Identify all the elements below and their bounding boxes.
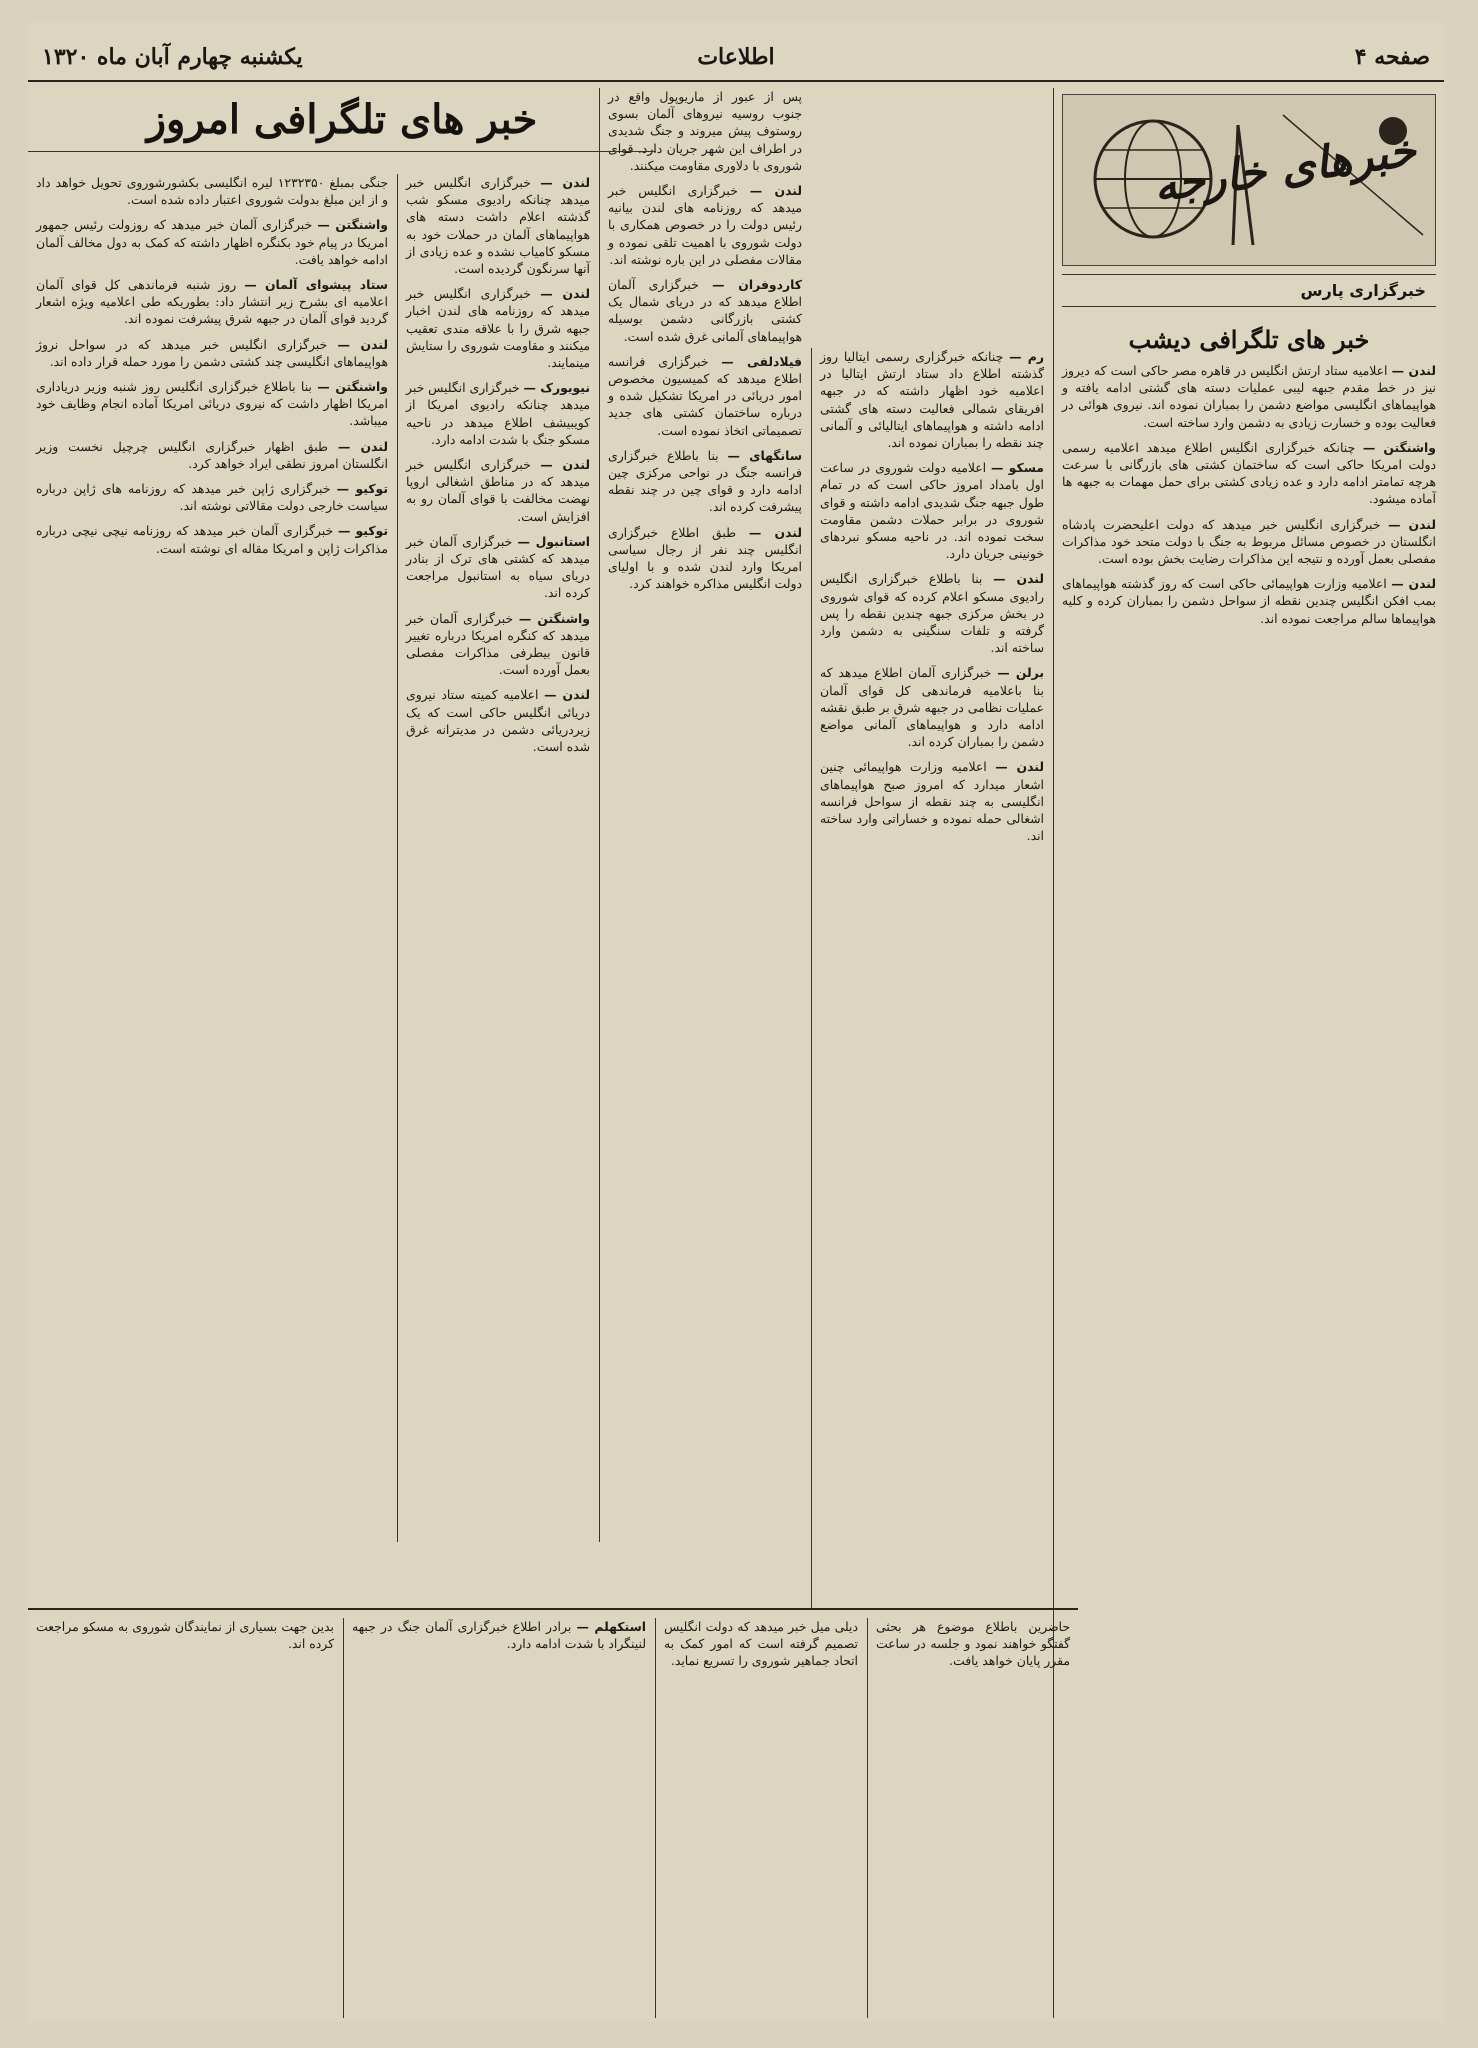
bottom-columns	[28, 1608, 1078, 2020]
news-item: لندن — خبرگزاری انگلیس خبر میدهد که دولت اعلیحضرت پادشاه انگلستان در خصوص مسائل مربوط به جنگ با دولت متحد خود مذاکرات مفصلی بعمل آورده و نتیجه این مذاکرات رضایت بخش بوده است.	[1062, 516, 1436, 567]
news-item: لندن — اعلامیه ستاد ارتش انگلیس در قاهره مصر حاکی است که دیروز نیز در خط مقدم جبهه لیبی عملیات دسته های گشتی ادامه یافته و هواپیماهای انگلیسی مواضع دشمن را بمباران نموده اند. نیروی هوائی در فعالیت بوده و خسارت زیادی به دشمن وارد ساخته است.	[1062, 363, 1436, 430]
news-item: لندن — خبرگزاری انگلیس خبر میدهد که روزنامه های لندن اخبار جبهه شرق را با علاقه مندی تعقیب میکنند و مقاومت شوروی را ستایش مینمایند.	[406, 286, 590, 371]
news-item: لندن — اعلامیه وزارت هواپیمائی چنین اشعار میدارد که امروز صبح هواپیماهای انگلیسی به چند نقطه از سواحل فرانسه اشغالی حمله نموده و خساراتی وارد ساخته اند.	[820, 759, 1044, 844]
news-item: استکهلم — برادر اطلاع خبرگزاری آلمان جنگ در جبهه لنینگراد با شدت ادامه دارد.	[352, 1619, 646, 1652]
news-item: توکیو — خبرگزاری آلمان خبر میدهد که روزنامه نیچی نیچی درباره مذاکرات ژاپن و امریکا مقاله ای نوشته است.	[36, 523, 388, 556]
bottom-column	[343, 1618, 654, 2018]
column-four-body	[398, 174, 598, 755]
news-item: بدین جهت بسیاری از نمایندگان شوروی به مسکو مراجعت کرده اند.	[36, 1619, 334, 1652]
news-item: کاردوفران — خبرگزاری آلمان اطلاع میدهد که در دریای شمال یک کشتی بازرگانی دشمن بوسیله هواپیماهای آلمانی غرق شده است.	[608, 277, 802, 344]
foreign-news-title: خبرهای خارجه	[1150, 124, 1420, 213]
paper-name: اطلاعات	[697, 44, 775, 70]
news-item: لندن — خبرگزاری انگلیس خبر میدهد که در سواحل نروژ هواپیماهای انگلیسی چند کشتی دشمن را مورد حمله قرار داده اند.	[36, 336, 388, 369]
news-item: لندن — اعلامیه کمیته ستاد نیروی دریائی انگلیس حاکی است که یک زیردریائی دشمن در مدیترانه غرق شده است.	[406, 687, 590, 755]
news-item: لندن — طبق اطلاع خبرگزاری انگلیس چند نفر از رجال سیاسی امریکا وارد لندن شده و با اولیای دولت انگلیس مذاکره خواهند کرد.	[608, 524, 802, 592]
foreign-news-column	[1053, 88, 1444, 2018]
column-five-body	[28, 174, 396, 557]
news-item: مسکو — اعلامیه دولت شوروی در ساعت اول بامداد امروز حاکی است که در تمام طول جبهه جنگ شدیدی ادامه داشته و قوای شوروی در برابر حملات دشمن مقاومت سخت نموده اند. در ناحیه مسکو نبردهای خونینی جریان دارد.	[820, 460, 1044, 562]
news-column-five	[28, 88, 396, 1542]
news-item: جنگی بمبلغ ۱۲۳۲۳۵۰ لیره انگلیسی بکشورشوروی تحویل خواهد داد و از این مبلغ بدولت شوروی اعتبار داده شده است.	[36, 175, 389, 208]
main-headline: خبر های تلگرافی امروز	[28, 88, 656, 152]
news-item: پس از عبور از ماریوپول واقع در جنوب روسیه نیروهای آلمان بسوی روستوف پیش میروند و جنگ شدیدی در اطراف این شهر جریان دارد. قوای شوروی با دلاوری مقاومت میکنند.	[608, 89, 802, 173]
newspaper-page	[28, 22, 1444, 2022]
news-item: لندن — خبرگزاری انگلیس خبر میدهد که روزنامه های لندن بیانیه رئیس دولت را در خصوص همکاری با دولت شوروی با اهمیت تلقی نموده و مقالات مفصلی در این باره نوشته اند.	[608, 183, 802, 267]
column-three-body	[600, 88, 810, 592]
columns	[28, 88, 1444, 2018]
news-item: واشنگتن — بنا باطلاع خبرگزاری انگلیس روز شنبه وزیر دریاداری امریکا اظهار داشت که نیروی دریائی امریکا آماده انجام وظایف خود میباشد.	[36, 379, 388, 429]
foreign-news-banner	[1062, 94, 1436, 266]
issue-date: یکشنبه چهارم آبان ماه ۱۳۲۰	[42, 44, 303, 70]
news-item: دیلی میل خبر میدهد که دولت انگلیس تصمیم گرفته است که امور کمک به اتحاد جماهیر شوروی را تسریع نماید.	[664, 1619, 858, 1669]
news-column-four	[397, 174, 598, 1542]
news-item: لندن — طبق اظهار خبرگزاری انگلیس چرچیل نخست وزیر انگلستان امروز نطقی ایراد خواهد کرد.	[36, 438, 388, 471]
bottom-column	[28, 1618, 342, 2018]
news-item: رم — چنانکه خبرگزاری رسمی ایتالیا روز گذشته اطلاع داد ستاد ارتش ایتالیا در اعلامیه خود اظهار داشته که در جبهه افریقای شمالی فعالیت دسته های گشتی ادامه داشته و هواپیماهای ایتالیائی و آلمانی چند نقطه را بمباران نموده اند.	[820, 349, 1044, 451]
news-agency-label: خبرگزاری پارس	[1062, 274, 1436, 307]
news-item: فیلادلفی — خبرگزاری فرانسه اطلاع میدهد که کمیسیون مخصوص امور دریائی در امریکا تشکیل شده و درباره ساختمان کشتی های جدید تصمیماتی اتخاذ نموده است.	[608, 353, 802, 438]
foreign-news-subhead: خبر های تلگرافی دیشب	[1128, 325, 1370, 354]
news-item: برلن — خبرگزاری آلمان اطلاع میدهد که بنا باعلامیه فرماندهی کل قوای آلمان عملیات نظامی در جبهه شرق بر طبق نقشه ادامه دارد و هواپیماهای آلمانی مواضع دشمن را بمباران کرده اند.	[820, 665, 1044, 750]
news-item: لندن — خبرگزاری انگلیس خبر میدهد چنانکه رادیوی مسکو شب گذشته اعلام داشت دسته های هواپیماهای آلمان در حملات خود به مسکو کامیاب نشده و عده زیادی از آنها سرنگون گردیده است.	[406, 175, 590, 277]
bottom-column	[655, 1618, 866, 2018]
news-item: ستاد پیشوای آلمان — روز شنبه فرماندهی کل قوای آلمان اعلامیه ای بشرح زیر انتشار داد: بطوریکه طی اعلامیه ویژه اشعار گردید قوای آلمان در جبهه شرق پیشرفت نموده اند.	[36, 277, 388, 327]
news-item: استانبول — خبرگزاری آلمان خبر میدهد که کشتی های ترک از بنادر دریای سیاه به استانبول مراجعت کرده اند.	[406, 533, 590, 601]
running-header	[28, 22, 1444, 82]
foreign-news-body	[1054, 362, 1444, 627]
news-item: واشنگتن — خبرگزاری آلمان خبر میدهد که روزولت رئیس جمهور امریکا در پیام خود بکنگره اظهار داشته که کمک به دول مخالف آلمان ادامه خواهد یافت.	[36, 217, 388, 267]
bottom-column	[867, 1618, 1078, 2018]
column-two-body	[812, 348, 1052, 844]
news-item: لندن — خبرگزاری انگلیس خبر میدهد که در مناطق اشغالی اروپا نهضت مخالفت با قوای آلمان رو به افزایش است.	[406, 457, 590, 524]
news-item: واشنگتن — خبرگزاری آلمان خبر میدهد که کنگره امریکا درباره تغییر قانون بیطرفی مذاکرات مفصلی بعمل آورده است.	[406, 610, 591, 678]
news-item: لندن — بنا باطلاع خبرگزاری انگلیس رادیوی مسکو اعلام کرده که قوای شوروی در بخش مرکزی جبهه چندین نقطه را پس گرفته و تلفات سنگینی به دشمن وارد ساخته اند.	[820, 571, 1044, 656]
news-column-two	[811, 348, 1052, 1608]
news-item: لندن — اعلامیه وزارت هواپیمائی حاکی است که روز گذشته هواپیماهای بمب افکن انگلیس چندین نقطه از سواحل دشمن را بمباران کرده و کلیه هواپیماها سالم مراجعت نموده اند.	[1062, 576, 1436, 626]
page-number: صفحه ۴	[1354, 44, 1430, 70]
news-item: حاضرین باطلاع موضوع هر بحثی گفتگو خواهند نمود و جلسه در ساعت مقرر پایان خواهد یافت.	[876, 1619, 1070, 1669]
news-column-three	[599, 88, 810, 1542]
news-item: واشنگتن — چنانکه خبرگزاری انگلیس اطلاع میدهد اعلامیه رسمی دولت امریکا حاکی است که ساختمان کشتی های بازرگانی با سرعت هرچه تمامتر ادامه دارد و عده زیادی کشتی برای حمل مهمات به جبهه ها آماده میشود.	[1062, 439, 1436, 507]
news-item: نیویورک — خبرگزاری انگلیس خبر میدهد چنانکه رادیوی امریکا از کویبیشف اطلاع میدهد در ناحیه مسکو جنگ با شدت ادامه دارد.	[406, 380, 590, 447]
news-item: سانگهای — بنا باطلاع خبرگزاری فرانسه جنگ در نواحی مرکزی چین ادامه دارد و قوای چین در چند نقطه پیشرفت کرده اند.	[608, 447, 802, 515]
news-item: توکیو — خبرگزاری ژاپن خبر میدهد که روزنامه های ژاپن درباره سیاست خارجی دولت مقالاتی نوشته اند.	[36, 481, 388, 514]
